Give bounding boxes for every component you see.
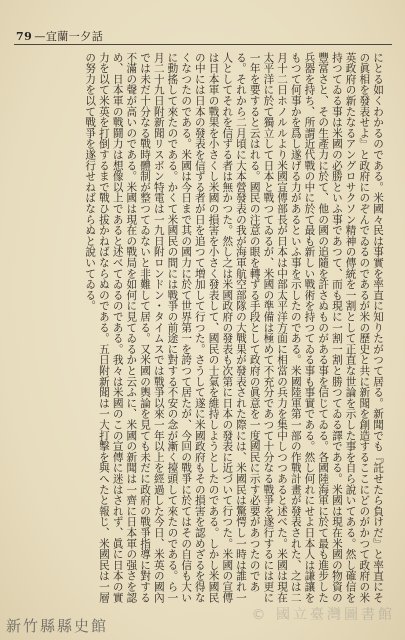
running-head xyxy=(16,30,103,44)
page-number: 79 xyxy=(16,30,33,43)
body-text xyxy=(16,52,384,610)
library-watermark: © 國立臺灣圖書館 xyxy=(251,607,395,623)
body-paragraph: にとる如くわかるのである。米國々民は事實を率直に知りたがつて居る。新聞でも『託せたら負けだ』と率直にその眞相を發表せよ』と政府にのぞんでゐるのであるが米の歷史と共に新聞を創造するここにどのがかつて政府の米英政府の新たなるアングロサクソン精神の傳統を一割として正直な世論を示した事を自ら說いてある。然し確信を持つてゐる事は米國の必勝といふ事であつて、而も現に一割一割と勝つてゐる譯である。米國は現在米國の物資の豐富さと、その生產力に於て、他の國の追隨を許さぬものがある事を信じてゐる。各國陸海軍に於て最も進步した兵器を持ち、所謂近代戰の中に於て最も新しい戰術を持つてゐる事も事實である。然し何れにせよ日本人は謙讓をもつて何事かを爲し遂げる力があるといふ事を示したのである。米國陸軍第一部の作戰計畫が發表された、之は二月十二日ホノルルより米國宣傳部長が日本は中部太平洋方面に相當の兵力を集中しつつあると述べた。米國は現在太平洋に於て獨立して日本と戰つてゐるが、米國の準備は極めて不充分であつて十分なる戰爭を遂行するには更に一年を要すると云はれる。國民の注意の眼を轉ずる手段として政府の眞意を一度國民に示す必要があつたのである。それから二月頃に大本營發表の我が海軍航空部隊の大戰果が發表された際には、米國民は驚愕し一時は誰れ一人としてそれを信ずる者は無かつた。然し之は米國政府の發表も次第に日本の發表に近づいて行つた。米國の宣傳は日本軍の戰果を小さくし米國の損害を小さく發表して、國民の士氣を維持しようとしたのである。しかし米國民の中には日本の發表を信ずる者が日を追つて増加して行つた。さうして遂に米國政府もその損害を認めざるを得なくなつたのである。米國は今日まで其の國力に於て世界第一を誇つて居たが、今回の戰爭に於てはその自信も大いに動搖して來たのである。かくて米國民の間には戰爭の前途に對する不安の念が漸く擡頭して來たのである。ら一月二十九日附新聞リスボン特電は一九日附ロンドン・タイムスでは戰爭以來一年以上を經過した今日、米英の國內では未だ十分なる戰時體制が整つてゐないと非難して居る。又米國の輿論を見ても未だに政府の戰爭指導に對する不滿の聲が高いのである。米國は現在の戰局を如何に見てゐるかと云ふに、米國の新聞は一齊に日本軍の强さを認め、日本軍の戰鬪力は想像以上であると述べてゐるのである。我々は米國のこの宣傳に迷はされず、眞に日本の實力を以て米英を打倒するまで戰ひ拔かねばならぬのである。五日附新聞は一大打擊を與へたと報じ、米國民は一層の努力を以て戰爭を遂行せねばならぬと說いてゐる。 xyxy=(84,52,384,603)
running-head-title: —宜蘭一夕話 xyxy=(34,30,104,43)
header-rule xyxy=(14,44,392,45)
archive-mark: 新竹縣縣史館 xyxy=(6,617,109,635)
